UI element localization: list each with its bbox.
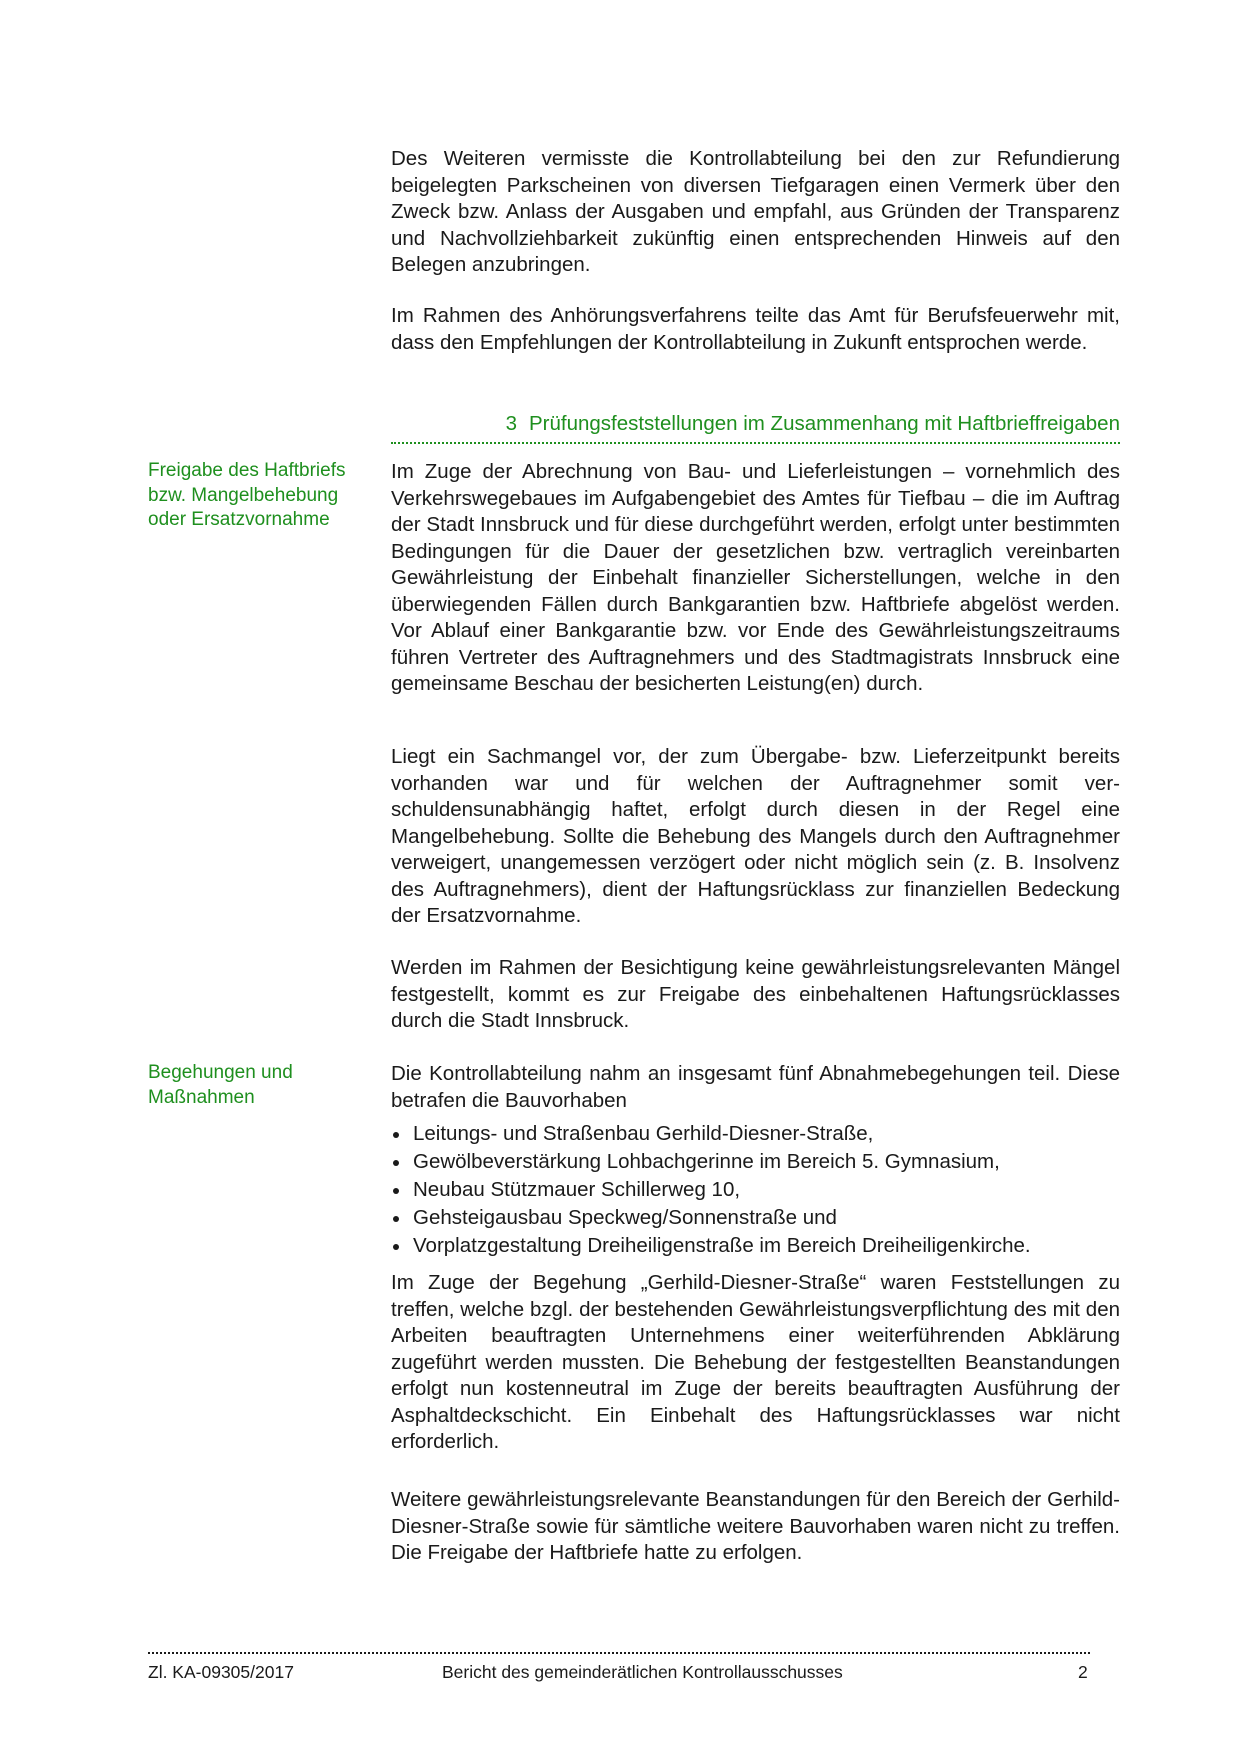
paragraph-text: Weitere gewährleistungsrelevante Beanstandungen für den Bereich der Gerhild-Diesner-Straße sowie für sämtliche weitere Bauvorhaben waren nicht zu treffen. Die Freigabe der Haftbriefe hatte zu erfolgen.: [391, 1488, 1120, 1564]
section-number: 3: [505, 412, 517, 435]
paragraph-acceptance: [391, 1061, 1120, 1260]
paragraph-refund-parking: [391, 146, 1120, 279]
margin-note-line: Begehungen und: [148, 1062, 293, 1083]
list-item: Gewölbeverstärkung Lohbachgerinne im Bereich 5. Gymnasium,: [391, 1148, 1120, 1176]
paragraph-text: Liegt ein Sachmangel vor, der zum Übergabe- bzw. Lieferzeitpunkt bereits vorhanden war und für welchen der Auftragnehmer somit verschuldensunabhängig haftet, erfolgt durch diesen in der Regel eine Mangelbehebung. Sollte die Behebung des Mangels durch den Auftragnehmer verweigert, unangemessen verzögert oder nicht möglich sein (z. B. Insolvenz des Auftragnehmers), dient der Haftungsrücklass zur finanziellen Bedeckung der Ersatzvornahme.: [391, 745, 1120, 927]
list-item: Neubau Stützmauer Schillerweg 10,: [391, 1176, 1120, 1204]
paragraph-inspection: [391, 955, 1120, 1035]
paragraph-conclusion: [391, 1487, 1120, 1567]
paragraph-billing: [391, 459, 1120, 698]
margin-note-line: Maßnahmen: [148, 1086, 255, 1108]
paragraph-gerhild-inspection: [391, 1270, 1120, 1456]
page-number: 2: [1078, 1662, 1088, 1682]
paragraph-text: Werden im Rahmen der Besichtigung keine gewährleistungsrelevanten Mängel festgestellt, kommt es zur Freigabe des einbehaltenen Haftungsrücklasses durch die Stadt Innsbruck.: [391, 956, 1120, 1032]
footer-reference: Zl. KA-09305/2017: [148, 1662, 294, 1682]
project-list: [391, 1120, 1120, 1260]
list-item: Gehsteigausbau Speckweg/Sonnenstraße und: [391, 1204, 1120, 1232]
footer-title: Bericht des gemeinderätlichen Kontrollausschusses: [442, 1662, 843, 1682]
paragraph-hearing: [391, 303, 1120, 356]
margin-note-line: oder Ersatzvornahme: [148, 509, 330, 530]
paragraph-text: Des Weiteren vermisste die Kontrollabteilung bei den zur Refundierung beigelegten Parkscheinen von diversen Tiefgaragen einen Vermerk über den Zweck bzw. Anlass der Ausgaben und empfahl, aus Gründen der Transparenz und Nachvollziehbarkeit zukünftig einen entsprechenden Hinweis auf den Belegen anzubringen.: [391, 147, 1120, 276]
footer-rule: [148, 1652, 1090, 1654]
margin-note-line: Freigabe des Haftbriefs: [148, 460, 346, 481]
list-item: Leitungs- und Straßenbau Gerhild-Diesner-Straße,: [391, 1120, 1120, 1148]
paragraph-text: Im Zuge der Abrechnung von Bau- und Lieferleistungen – vornehmlich des Verkehrswegebaues im Aufgabengebiet des Amtes für Tiefbau – die im Auftrag der Stadt Innsbruck und für diese durchgeführt werden, erfolgt unter bestimmten Bedingungen für die Dauer der gesetzlichen bzw. vertraglich vereinbarten Gewährleistung der Einbehalt finanzieller Sicherstellungen, welche in den überwiegenden Fällen durch Bankgarantien bzw. Haftbriefe abgelöst werden. Vor Ablauf einer Bankgarantie bzw. vor Ende des Gewährleistungszeitraums führen Vertreter des Auftragnehmers und des Stadtmagistrats Innsbruck eine gemeinsame Beschau der besicherten Leistung(en) durch.: [391, 460, 1120, 695]
section-title: Prüfungsfeststellungen im Zusammenhang mit Haftbrieffreigaben: [528, 412, 1120, 435]
section-heading: [391, 412, 1120, 442]
paragraph-text: Die Kontrollabteilung nahm an insgesamt fünf Abnahmebegehungen teil. Diese betrafen die Bauvorhaben: [391, 1062, 1120, 1112]
section-heading-rule: [391, 442, 1120, 444]
margin-note-line: bzw. Mangelbehebung: [148, 484, 339, 506]
list-item: Vorplatzgestaltung Dreiheiligenstraße im Bereich Dreiheiligenkirche.: [391, 1232, 1120, 1260]
paragraph-defect: [391, 744, 1120, 930]
margin-note-inspections: [148, 1061, 383, 1110]
margin-note-release: [148, 459, 383, 533]
paragraph-text: Im Rahmen des Anhörungsverfahrens teilte das Amt für Berufsfeuerwehr mit, dass den Empfehlungen der Kontrollabteilung in Zukunft entsprochen werde.: [391, 304, 1120, 354]
paragraph-text: Im Zuge der Begehung „Gerhild-Diesner-Straße“ waren Feststellungen zu treffen, welche bzgl. der bestehenden Gewährleistungsverpflichtung des mit den Arbeiten beauftragten Unternehmens einer weiterführenden Abklärung zugeführt werden mussten. Die Behebung der festgestellten Beanstandungen erfolgt nun kostenneutral im Zuge der bereits beauftragten Ausführung der Asphaltdeckschicht. Ein Einbehalt des Haftungsrücklasses war nicht erforderlich.: [391, 1271, 1120, 1453]
